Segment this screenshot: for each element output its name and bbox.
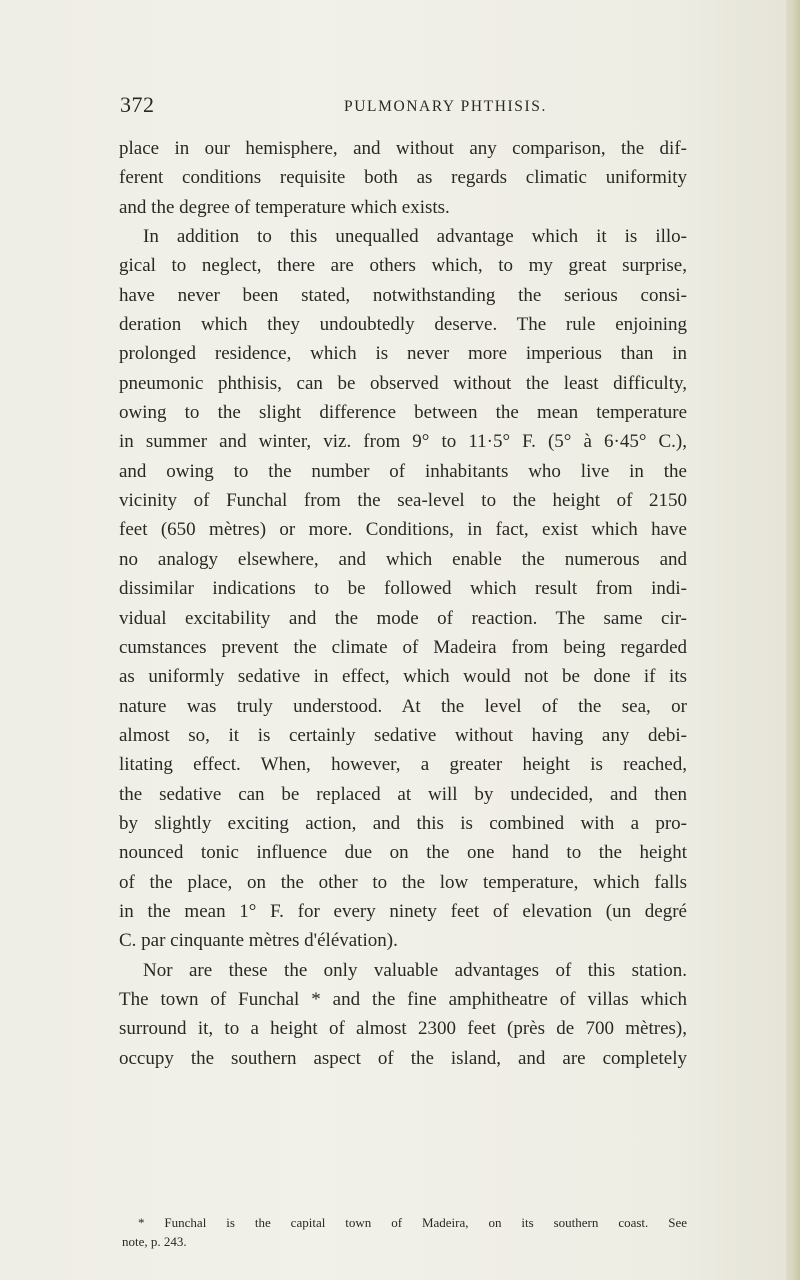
text-line: have never been stated, notwithstanding the serious consi- <box>119 284 687 306</box>
text-line: surround it, to a height of almost 2300 feet (près de 700 mètres), <box>119 1018 687 1040</box>
footnote <box>122 1213 687 1251</box>
text-line: vicinity of Funchal from the sea-level to the height of 2150 <box>119 490 687 512</box>
text-line: and the degree of temperature which exists. <box>119 196 450 218</box>
text-line: as uniformly sedative in effect, which would not be done if its <box>119 666 687 688</box>
text-line: place in our hemisphere, and without any comparison, the dif- <box>119 138 687 159</box>
body-text <box>119 134 687 1073</box>
text-line: nounced tonic influence due on the one hand to the height <box>119 842 687 864</box>
text-line: dissimilar indications to be followed which result from indi- <box>119 578 687 600</box>
text-line: in the mean 1° F. for every ninety feet of elevation (un degré <box>119 900 687 922</box>
text-line: no analogy elsewhere, and which enable the numerous and <box>119 548 687 570</box>
page-header <box>120 92 680 122</box>
text-line: by slightly exciting action, and this is combined with a pro- <box>119 812 687 834</box>
text-line: litating effect. When, however, a greater height is reached, <box>119 754 687 776</box>
text-line: in summer and winter, viz. from 9° to 11·5° F. (5° à 6·45° C.), <box>119 431 687 453</box>
text-line: of the place, on the other to the low temperature, which falls <box>119 871 687 893</box>
page-number: 372 <box>120 92 155 117</box>
text-line: owing to the slight difference between the mean temperature <box>119 402 687 424</box>
footnote-line: * Funchal is the capital town of Madeira, on its southern coast. See <box>138 1215 687 1230</box>
text-line: In addition to this unequalled advantage which it is illo- <box>143 226 687 248</box>
text-line: C. par cinquante mètres d'élévation). <box>119 930 398 952</box>
running-title: PULMONARY PHTHISIS. <box>344 98 547 115</box>
text-line: nature was truly understood. At the level of the sea, or <box>119 695 687 717</box>
text-line: the sedative can be replaced at will by undecided, and then <box>119 783 687 805</box>
page-edge <box>786 0 800 1280</box>
text-line: gical to neglect, there are others which, to my great surprise, <box>119 255 687 277</box>
text-line: almost so, it is certainly sedative without having any debi- <box>119 724 687 746</box>
text-line: Nor are these the only valuable advantages of this station. <box>143 959 687 981</box>
text-line: cumstances prevent the climate of Madeira from being regarded <box>119 636 687 658</box>
text-line: pneumonic phthisis, can be observed without the least difficulty, <box>119 372 687 394</box>
footnote-line: note, p. 243. <box>122 1234 187 1249</box>
text-line: ferent conditions requisite both as regards climatic uniformity <box>119 167 687 189</box>
text-line: vidual excitability and the mode of reaction. The same cir- <box>119 607 687 629</box>
text-line: and owing to the number of inhabitants who live in the <box>119 460 687 482</box>
text-line: The town of Funchal * and the fine amphitheatre of villas which <box>119 988 687 1010</box>
text-line: prolonged residence, which is never more imperious than in <box>119 343 687 365</box>
text-line: feet (650 mètres) or more. Conditions, in fact, exist which have <box>119 519 687 541</box>
text-line: deration which they undoubtedly deserve. The rule enjoining <box>119 314 687 336</box>
text-line: occupy the southern aspect of the island, and are completely <box>119 1047 687 1069</box>
